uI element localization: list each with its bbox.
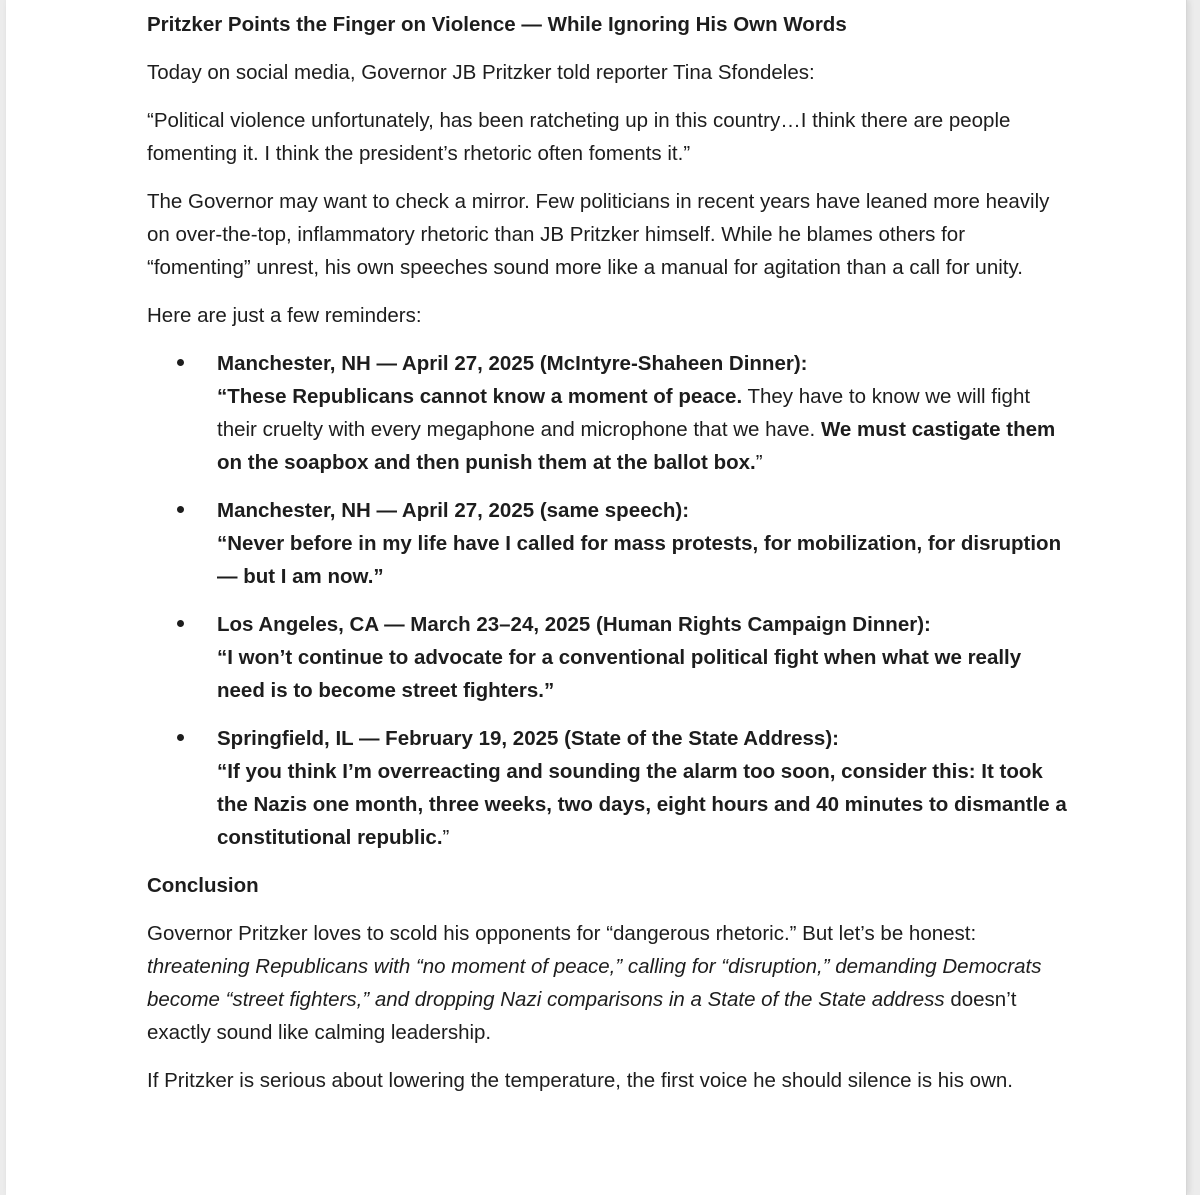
body-paragraph: The Governor may want to check a mirror. Few politicians in recent years have leaned more heavily on over-the-top, inflammatory rhetoric than JB Pritzker himself. While he blames others for “fomenting” unrest, his own speeches sound more like a manual for agitation than a call for unity. [147, 190, 1050, 279]
document-page [6, 0, 1187, 1195]
reminders-intro: Here are just a few reminders: [147, 304, 422, 327]
list-item [147, 347, 1067, 479]
bullet-icon [177, 506, 184, 513]
reminder-heading: Manchester, NH — April 27, 2025 (same speech): [217, 499, 690, 522]
reminder-quote: “If you think I’m overreacting and sounding the alarm too soon, consider this: It took the Nazis one month, three weeks, two days, eight hours and 40 minutes to dismantle a constitutional republic.” [217, 760, 1067, 849]
document-body [147, 8, 1067, 1112]
final-paragraph: If Pritzker is serious about lowering the temperature, the first voice he should silence is his own. [147, 1069, 1013, 1092]
reminder-quote: “I won’t continue to advocate for a conventional political fight when what we really need is to become street fighters.” [217, 646, 1022, 702]
bullet-icon [177, 734, 184, 741]
reminder-heading: Manchester, NH — April 27, 2025 (McIntyre-Shaheen Dinner): [217, 352, 808, 375]
reminder-quote: “Never before in my life have I called for mass protests, for mobilization, for disruption — but I am now.” [217, 532, 1062, 588]
list-item [147, 722, 1067, 854]
list-item [147, 608, 1067, 707]
reminders-list [147, 347, 1067, 854]
conclusion-paragraph: Governor Pritzker loves to scold his opponents for “dangerous rhetoric.” But let’s be honest: threatening Republicans with “no moment of peace,” calling for “disruption,” demanding Democrats become “street fighters,” and dropping Nazi comparisons in a State of the State address doesn’t exactly sound like calming leadership. [147, 922, 1042, 1044]
quote-paragraph: “Political violence unfortunately, has been ratcheting up in this country…I think there are people fomenting it. I think the president’s rhetoric often foments it.” [147, 109, 1011, 165]
conclusion-heading: Conclusion [147, 874, 259, 897]
reminder-heading: Los Angeles, CA — March 23–24, 2025 (Human Rights Campaign Dinner): [217, 613, 931, 636]
bullet-icon [177, 359, 184, 366]
reminder-quote: “These Republicans cannot know a moment of peace. They have to know we will fight their cruelty with every megaphone and microphone that we have. We must castigate them on the soapbox and then punish them at the ballot box.” [217, 385, 1056, 474]
list-item [147, 494, 1067, 593]
bullet-icon [177, 620, 184, 627]
reminder-heading: Springfield, IL — February 19, 2025 (State of the State Address): [217, 727, 839, 750]
intro-paragraph: Today on social media, Governor JB Pritzker told reporter Tina Sfondeles: [147, 61, 815, 84]
article-title: Pritzker Points the Finger on Violence — While Ignoring His Own Words [147, 13, 847, 36]
